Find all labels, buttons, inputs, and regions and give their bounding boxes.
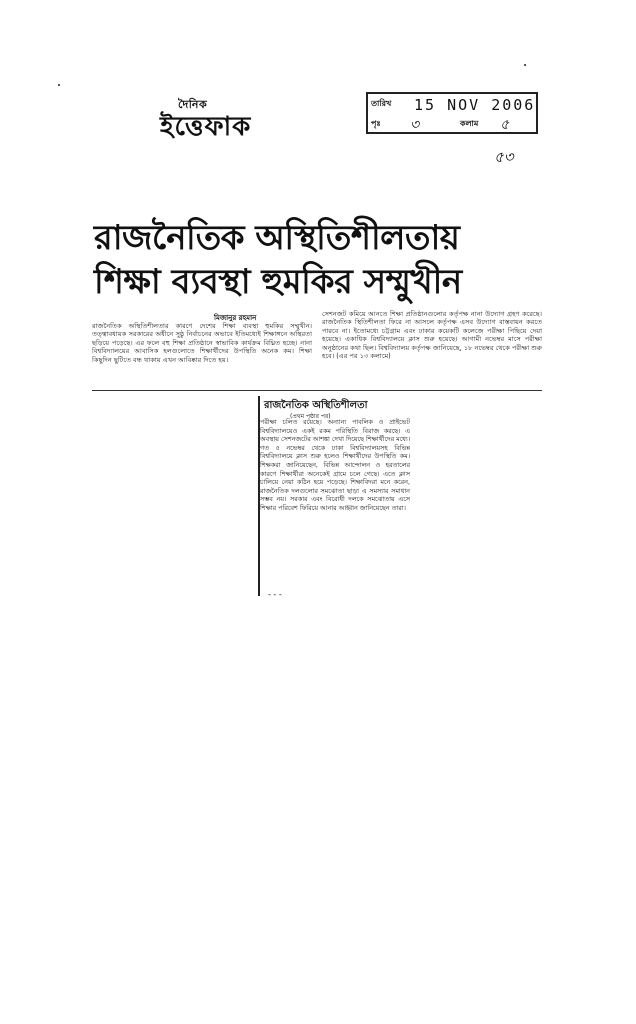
continuation-subhead: (প্রথম পৃষ্ঠার পর) (290, 413, 331, 420)
stamp-date: 15 NOV 2006 (414, 96, 536, 114)
byline: মিজানুর রহমান (214, 314, 257, 322)
continuation-body: পরীক্ষা চলিত রয়েছে। অন্যান্য পাবলিক ও প্রাইভেট বিশ্ববিদ্যালয়েও একই রকম পরিস্থিতি বিরাজ করছে। এ অবস্থায় সেশনজটের আশঙ্কা দেখা দিয়েছে শিক্ষার্থীদের মধ্যে। গত ৫ নভেম্বর থেকে ঢাকা বিশ্ববিদ্যালয়সহ বিভিন্ন বিশ্ববিদ্যালয়ে ক্লাস শুরু হলেও শিক্ষার্থীদের উপস্থিতি কম। শিক্ষকরা জানিয়েছেন, বিভিন্ন আন্দোলন ও হরতালের কারণে শিক্ষার্থীরা অনেকেই গ্রামে চলে গেছে। এতে ক্লাস চালিয়ে নেয়া কঠিন হয়ে পড়েছে। শিক্ষাবিদরা মনে করেন, রাজনৈতিক দলগুলোর সমঝোতা ছাড়া এ সমস্যার সমাধান সম্ভব নয়। সরকার এবং বিরোধী দলকে সমঝোতায় এসে শিক্ষার পরিবেশ ফিরিয়ে আনার আহ্বান জানিয়েছেন তারা। (260, 418, 410, 512)
speck (524, 64, 526, 66)
stamp-date-label: তারিখ (371, 99, 392, 108)
continuation-headline: রাজনৈতিক অস্থিতিশীলতা (264, 400, 368, 411)
speck (58, 84, 60, 86)
masthead-prefix: দৈনিক (178, 98, 208, 111)
article-column-left: রাজনৈতিক অস্থিতিশীলতার কারণে দেশের শিক্ষা ব্যবস্থা হুমকির সম্মুখীন। তত্ত্বাবধায়ক সরকারের অধীনে সুষ্ঠু নির্বাচনের অভাবে ইতিমধ্যেই শিক্ষাঙ্গনে অস্থিরতা ছড়িয়ে পড়েছে। এর ফলে বহু শিক্ষা প্রতিষ্ঠানে স্বাভাবিক কার্যক্রম বিঘ্নিত হচ্ছে। নানা বিশ্ববিদ্যালয়ের আবাসিক হলগুলোতে শিক্ষার্থীদের উপস্থিতি অনেক কম। শিক্ষা কিছুদিন ছুটিতে বন্ধ থাকায় এখন আবিষ্কার দিতে হয়। (92, 322, 312, 364)
stamp-page-value: ৩ (410, 117, 420, 133)
handwritten-note: ৫৩ (494, 148, 514, 166)
headline-line-2: শিক্ষা ব্যবস্থা হুমকির সম্মুখীন (94, 262, 462, 302)
headline-line-1: রাজনৈতিক অস্থিতিশীলতায় (94, 218, 460, 258)
article-column-right: সেশনজট কমিয়ে আনতে শিক্ষা প্রতিষ্ঠানগুলোর কর্তৃপক্ষ নানা উদ্যোগ গ্রহণ করেছে। রাজনৈতিক স্থিতিশীলতা ফিরে না আসলে কর্তৃপক্ষ এসব উদ্যোগ বাস্তবায়ন করতে পারবে না। ইতোমধ্যে চট্টগ্রাম এবং ঢাকার কয়েকটি কলেজে পরীক্ষা পিছিয়ে দেয়া হয়েছে। একাধিক বিশ্ববিদ্যালয়ে ক্লাস শুরু হয়েছে। আগামী নভেম্বর মাসে পরীক্ষা অনুষ্ঠানের কথা ছিল। বিশ্ববিদ্যালয় কর্তৃপক্ষ জানিয়েছে, ১৮ নভেম্বর থেকে পরীক্ষা শুরু হবে। (এর পর ১৩ কলামে) (322, 310, 542, 361)
stamp-col-label: কলাম (460, 119, 479, 128)
masthead: ইত্তেফাক (160, 112, 252, 142)
stamp-page-label: পৃঃ (371, 119, 381, 128)
column-divider (92, 390, 542, 391)
stamp-col-value: ৫ (500, 117, 510, 133)
date-stamp (366, 92, 538, 134)
continuation-end-mark: - - - (268, 590, 282, 599)
